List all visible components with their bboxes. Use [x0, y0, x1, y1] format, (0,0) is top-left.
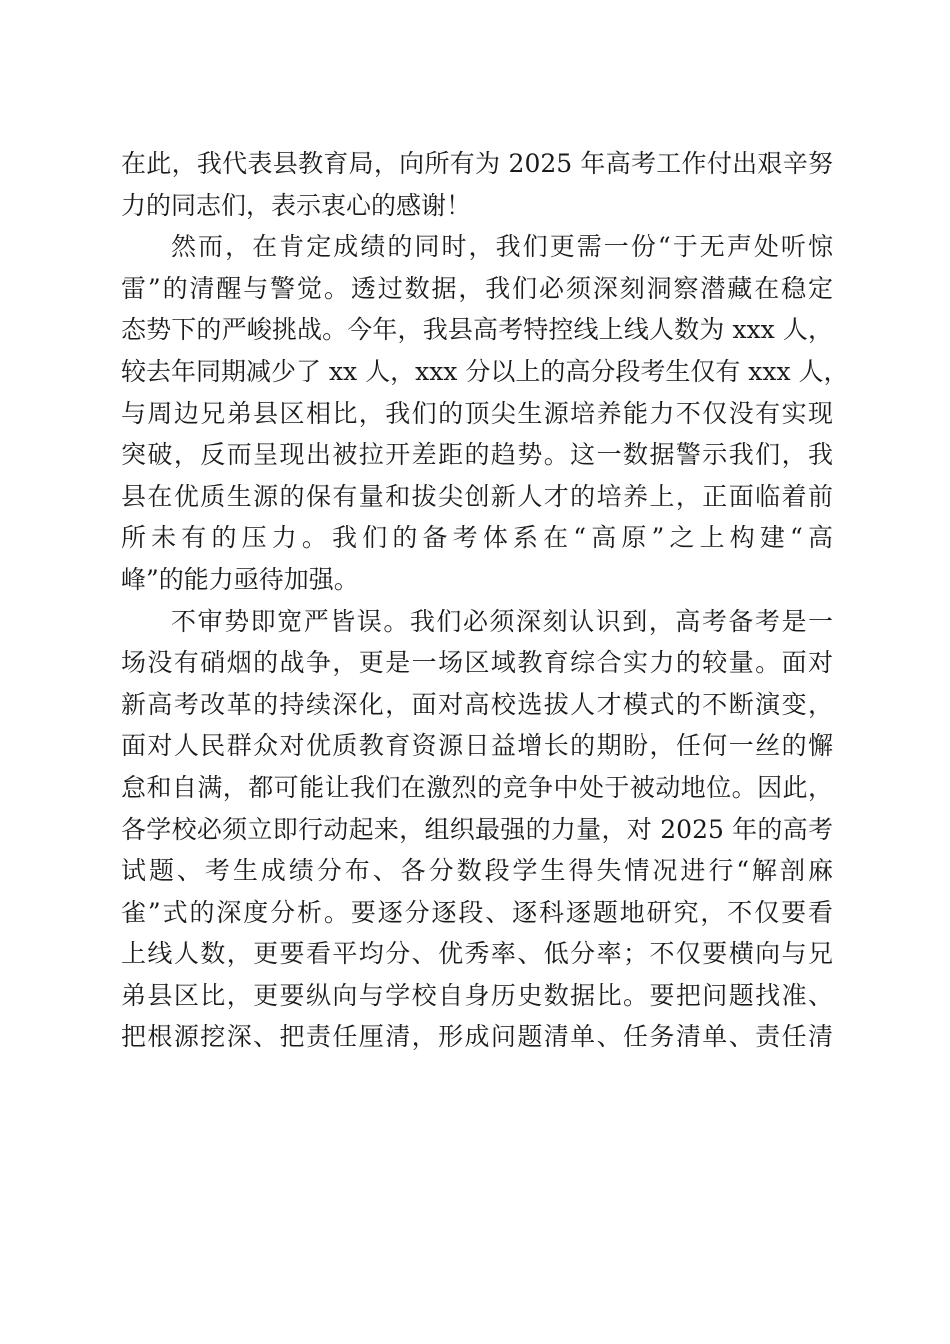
text-line: 试题、考生成绩分布、各分数段学生得失情况进行“解剖麻 [121, 856, 833, 886]
text-line: 峰”的能力亟待加强。 [121, 564, 359, 594]
text-line: 面对人民群众对优质教育资源日益增长的期盼，任何一丝的懈 [121, 731, 833, 761]
text-line: 各学校必须立即行动起来，组织最强的力量，对 2025 年的高考 [121, 814, 833, 844]
text-line: 雷”的清醒与警觉。透过数据，我们必须深刻洞察潜藏在稳定 [121, 273, 833, 303]
text-line: 与周边兄弟县区相比，我们的顶尖生源培养能力不仅没有实现 [121, 398, 833, 428]
text-line: 新高考改革的持续深化，面对高校选拔人才模式的不断演变， [121, 689, 833, 719]
text-line: 场没有硝烟的战争，更是一场区域教育综合实力的较量。面对 [121, 648, 833, 678]
paragraph-2 [121, 226, 849, 600]
text-line: 态势下的严峻挑战。今年，我县高考特控线上线人数为 xxx 人， [121, 315, 833, 345]
text-line: 不审势即宽严皆误。我们必须深刻认识到，高考备考是一 [171, 606, 833, 636]
text-line: 所未有的压力。我们的备考体系在“高原”之上构建“高 [121, 523, 833, 553]
text-line: 上线人数，更要看平均分、优秀率、低分率；不仅要横向与兄 [121, 939, 833, 969]
text-line: 然而，在肯定成绩的同时，我们更需一份“于无声处听惊 [171, 232, 833, 262]
text-line: 雀”式的深度分析。要逐分逐段、逐科逐题地研究，不仅要看 [121, 897, 833, 927]
text-line: 怠和自满，都可能让我们在激烈的竞争中处于被动地位。因此， [121, 772, 833, 802]
text-line: 在此，我代表县教育局，向所有为 2025 年高考工作付出艰辛努 [121, 149, 833, 178]
text-line: 较去年同期减少了 xx 人，xxx 分以上的高分段考生仅有 xxx 人， [121, 356, 849, 386]
text-line: 弟县区比，更要纵向与学校自身历史数据比。要把问题找准、 [121, 980, 833, 1010]
paragraph-1 [121, 143, 833, 226]
text-line: 县在优质生源的保有量和拔尖创新人才的培养上，正面临着前 [121, 481, 833, 511]
text-line: 突破，反而呈现出被拉开差距的趋势。这一数据警示我们，我 [121, 440, 833, 470]
text-line: 力的同志们，表示衷心的感谢！ [121, 190, 472, 220]
paragraph-3 [121, 601, 833, 1059]
document-body [121, 143, 849, 1058]
text-line: 把根源挖深、把责任厘清，形成问题清单、任务清单、责任清 [121, 1022, 833, 1052]
